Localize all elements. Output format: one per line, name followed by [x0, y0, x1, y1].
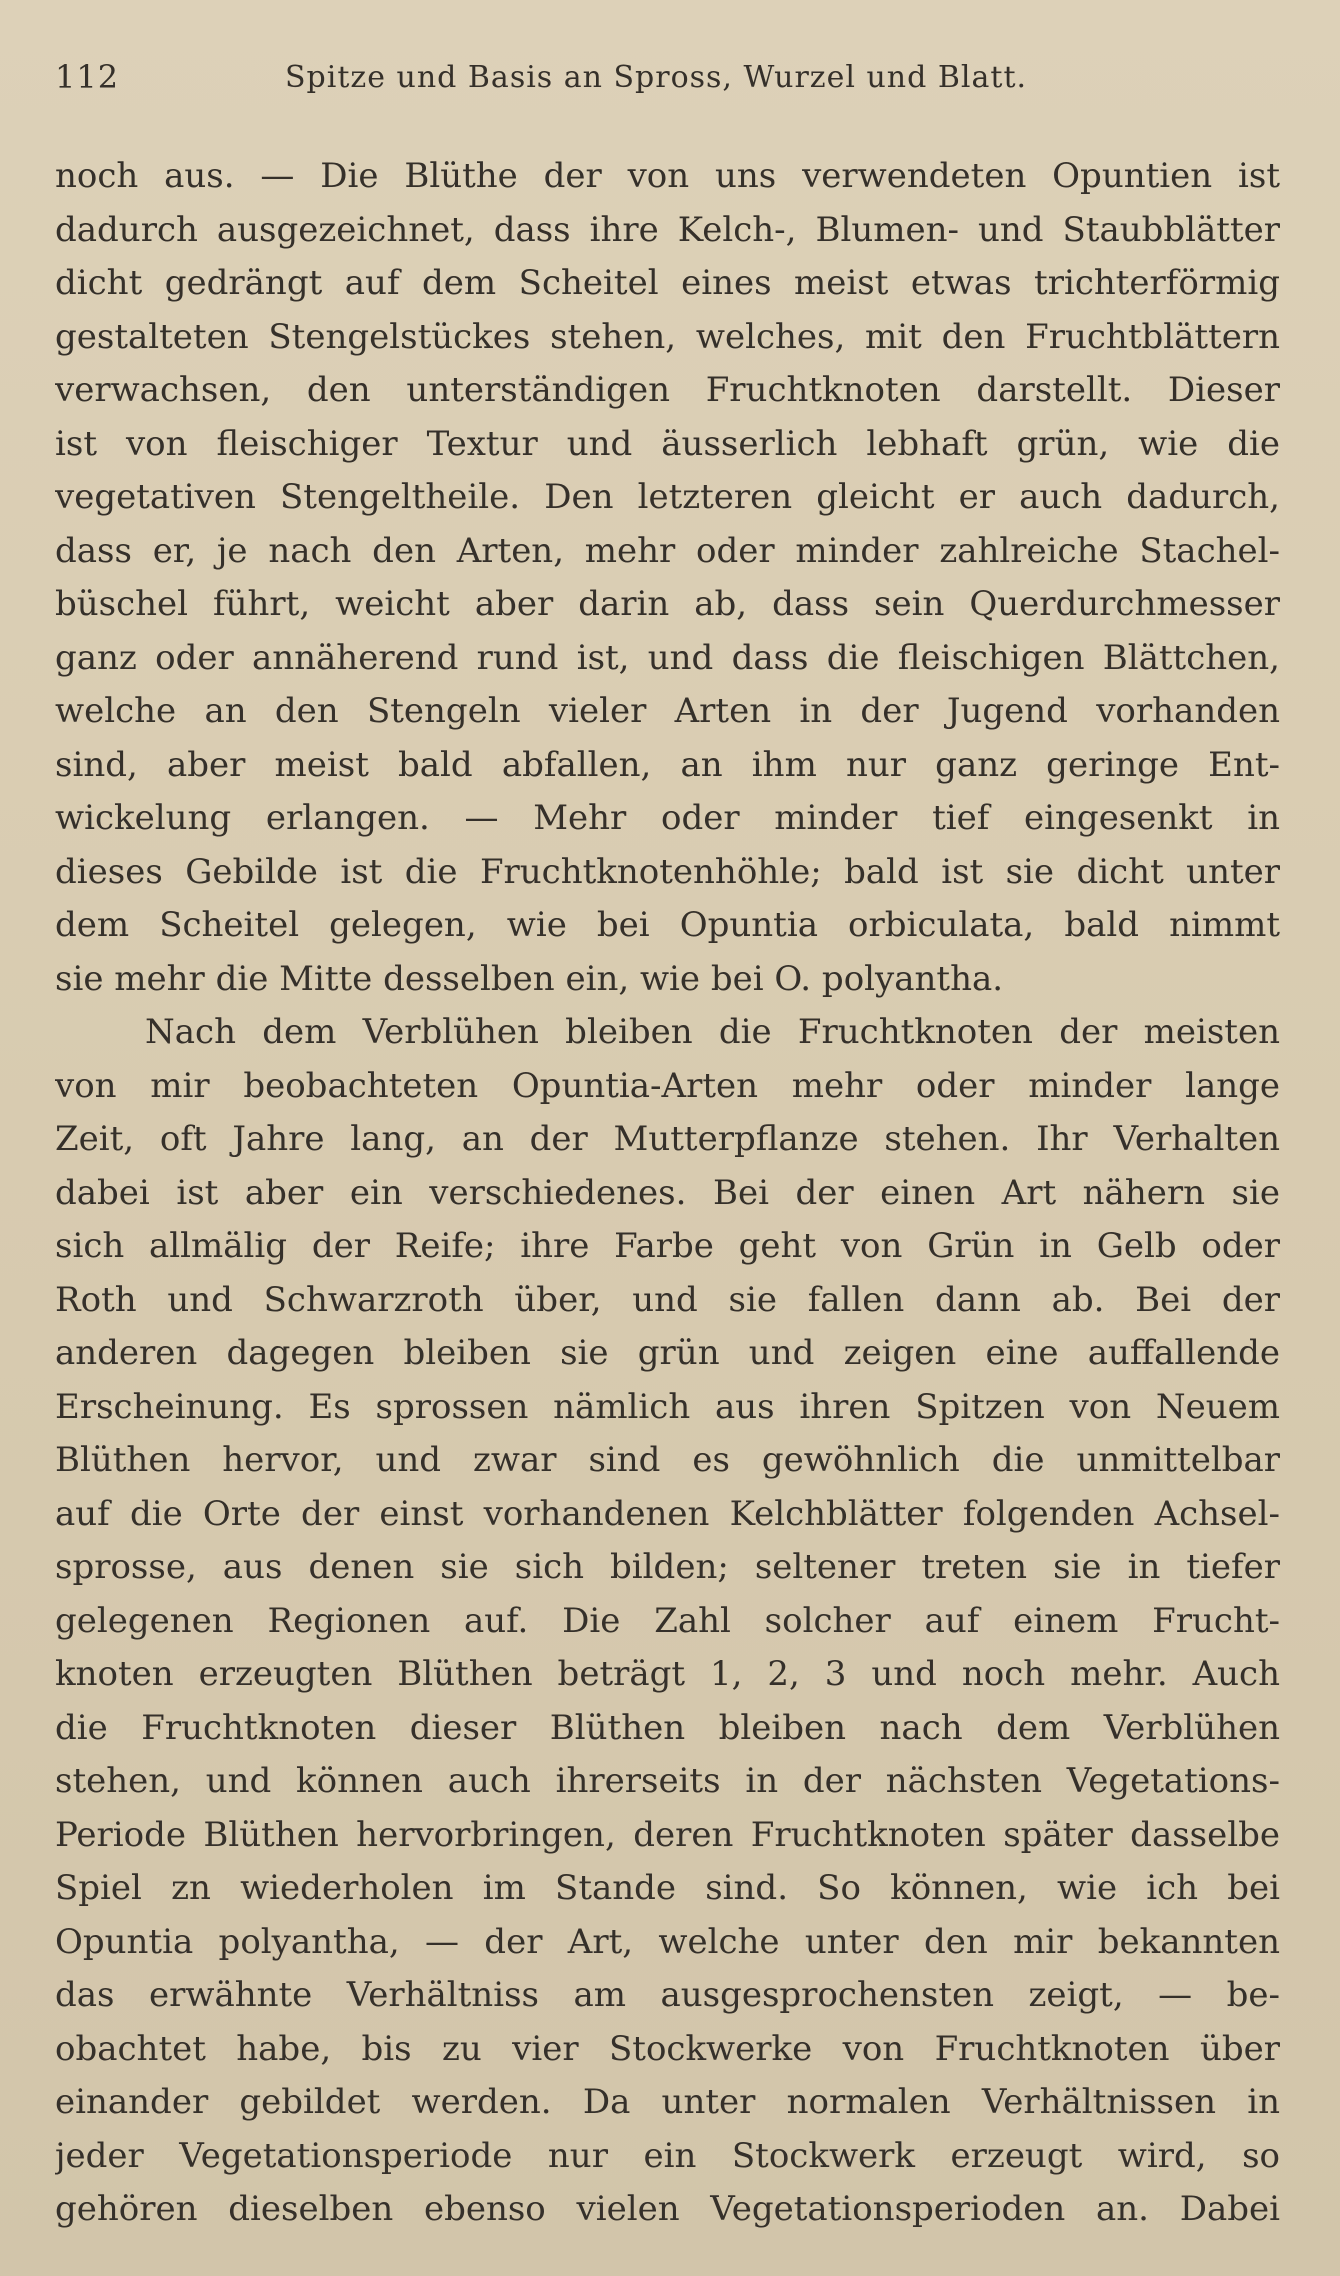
text-line: einander gebildet werden. Da unter normalen Verhältnissen in: [55, 2082, 1280, 2122]
text-line: obachtet habe, bis zu vier Stockwerke von Fruchtknoten über: [55, 2028, 1280, 2069]
page-header: [55, 58, 1275, 108]
body-text: [55, 150, 1280, 2237]
text-line: ist von fleischiger Textur und äusserlich lebhaft grün, wie die: [55, 423, 1280, 464]
text-line: anderen dagegen bleiben sie grün und zeigen eine auffallende: [55, 1333, 1280, 1373]
text-line: dicht gedrängt auf dem Scheitel eines meist etwas trichterförmig: [55, 263, 1280, 303]
text-line: stehen, und können auch ihrerseits in der nächsten Vegetations-: [55, 1761, 1280, 1801]
text-line: dass er, je nach den Arten, mehr oder minder zahlreiche Stachel-: [55, 530, 1280, 571]
text-line: von mir beobachteten Opuntia-Arten mehr oder minder lange: [55, 1065, 1280, 1106]
text-line: Zeit, oft Jahre lang, an der Mutterpflanze stehen. Ihr Verhalten: [55, 1119, 1280, 1159]
text-line: dabei ist aber ein verschiedenes. Bei der einen Art nähern sie: [55, 1172, 1280, 1213]
text-line: das erwähnte Verhältniss am ausgesprochensten zeigt, — be-: [55, 1975, 1280, 2015]
text-line: die Fruchtknoten dieser Blüthen bleiben nach dem Verblühen: [55, 1707, 1280, 1748]
text-line: auf die Orte der einst vorhandenen Kelchblätter folgenden Achsel-: [55, 1493, 1280, 1534]
text-line: sind, aber meist bald abfallen, an ihm nur ganz geringe Ent-: [55, 744, 1280, 785]
text-line: gestalteten Stengelstückes stehen, welches, mit den Fruchtblättern: [55, 316, 1280, 357]
text-line: verwachsen, den unterständigen Fruchtknoten darstellt. Dieser: [55, 370, 1280, 410]
text-line: Spiel zn wiederholen im Stande sind. So können, wie ich bei: [55, 1868, 1280, 1908]
text-line: sich allmälig der Reife; ihre Farbe geht von Grün in Gelb oder: [55, 1226, 1280, 1266]
text-line: Blüthen hervor, und zwar sind es gewöhnlich die unmittelbar: [55, 1440, 1280, 1480]
text-line: dem Scheitel gelegen, wie bei Opuntia orbiculata, bald nimmt: [55, 905, 1280, 945]
text-line: jeder Vegetationsperiode nur ein Stockwerk erzeugt wird, so: [55, 2135, 1280, 2176]
running-head: Spitze und Basis an Spross, Wurzel und Blatt.: [285, 60, 1028, 95]
text-line: sie mehr die Mitte desselben ein, wie bei O. polyantha.: [55, 958, 1004, 999]
text-line: noch aus. — Die Blüthe der von uns verwendeten Opuntien ist: [55, 156, 1280, 196]
paragraph-start-line: Nach dem Verblühen bleiben die Fruchtknoten der meisten: [145, 1012, 1280, 1052]
text-line: Roth und Schwarzroth über, und sie fallen dann ab. Bei der: [55, 1279, 1280, 1320]
page-number: 112: [55, 58, 120, 96]
text-line: büschel führt, weicht aber darin ab, dass sein Querdurchmesser: [55, 584, 1280, 624]
text-line: gelegenen Regionen auf. Die Zahl solcher auf einem Frucht-: [55, 1600, 1280, 1641]
text-line: gehören dieselben ebenso vielen Vegetationsperioden an. Dabei: [55, 2189, 1280, 2229]
text-line: Opuntia polyantha, — der Art, welche unter den mir bekannten: [55, 1921, 1280, 1962]
text-line: ganz oder annäherend rund ist, und dass die fleischigen Blättchen,: [55, 637, 1280, 678]
text-line: sprosse, aus denen sie sich bilden; seltener treten sie in tiefer: [55, 1547, 1280, 1587]
text-line: welche an den Stengeln vieler Arten in der Jugend vorhanden: [55, 691, 1280, 731]
text-line: wickelung erlangen. — Mehr oder minder tief eingesenkt in: [55, 798, 1280, 838]
text-line: Erscheinung. Es sprossen nämlich aus ihren Spitzen von Neuem: [55, 1386, 1280, 1427]
text-line: dadurch ausgezeichnet, dass ihre Kelch-, Blumen- und Staubblätter: [55, 209, 1280, 250]
text-line: dieses Gebilde ist die Fruchtknotenhöhle; bald ist sie dicht unter: [55, 851, 1280, 892]
text-line: Periode Blüthen hervorbringen, deren Fruchtknoten später dasselbe: [55, 1814, 1280, 1855]
text-line: knoten erzeugten Blüthen beträgt 1, 2, 3 und noch mehr. Auch: [55, 1654, 1280, 1694]
text-line: vegetativen Stengeltheile. Den letzteren gleicht er auch dadurch,: [55, 477, 1280, 517]
